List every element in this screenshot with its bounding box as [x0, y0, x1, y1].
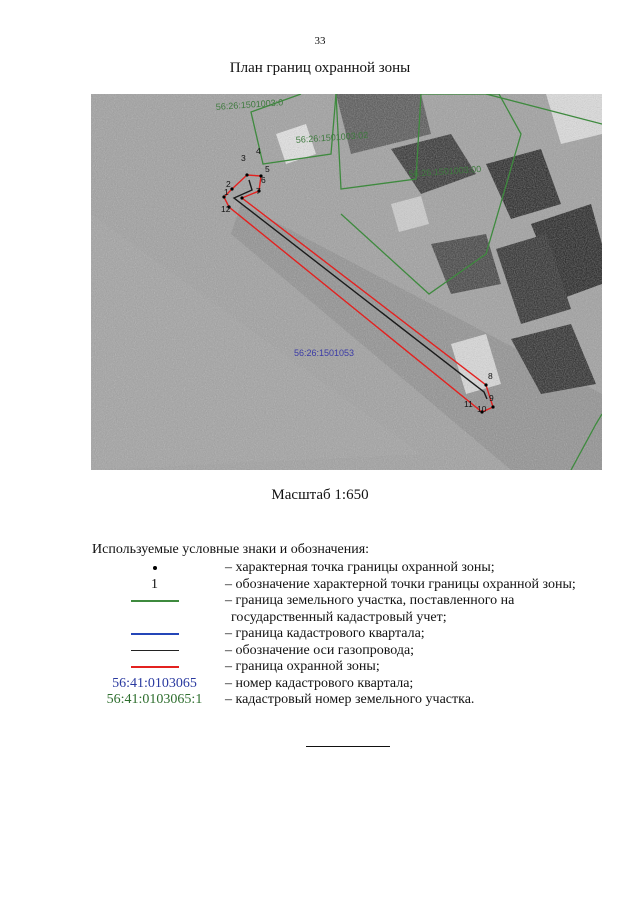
point-label: 1 [224, 187, 229, 197]
legend-row-parcel-number [92, 692, 622, 709]
legend-row-parcel-border-cont [92, 610, 622, 627]
legend-row-quarter-border [92, 626, 622, 643]
legend-text: – обозначение характерной точки границы охранной зоны; [225, 576, 576, 592]
page-number: 33 [314, 35, 326, 47]
point-number-sample: 1 [151, 576, 158, 592]
legend-text: – обозначение оси газопровода; [225, 642, 415, 658]
point-label: 2 [226, 179, 231, 189]
point-label: 7 [256, 186, 261, 196]
legend-text: – номер кадастрового квартала; [225, 675, 414, 691]
plan-title: План границ охранной зоны [229, 60, 411, 76]
legend-text: – граница кадастрового квартала; [225, 626, 425, 641]
legend-text: – характерная точка границы охранной зоны; [225, 560, 495, 575]
legend-text: – кадастровый номер земельного участка. [225, 692, 475, 707]
legend-row-gas-axis [92, 643, 622, 660]
point-label: 9 [489, 393, 494, 403]
parcel-number-sample: 56:41:0103065:1 [106, 692, 203, 707]
legend-row-protection-zone [92, 659, 622, 676]
blue-line-icon [131, 633, 179, 635]
point-label: 6 [261, 175, 266, 185]
point-dot-icon [153, 566, 157, 570]
legend-row-point [92, 560, 622, 577]
point-label: 10 [477, 404, 487, 414]
point-label: 8 [488, 371, 493, 381]
green-line-icon [131, 600, 179, 602]
point-label: 12 [221, 204, 231, 214]
map-scale: Масштаб 1:650 [271, 487, 369, 503]
end-divider [306, 746, 390, 747]
black-line-icon [131, 650, 179, 651]
legend-row-parcel-border [92, 593, 622, 610]
point-label: 5 [265, 164, 270, 174]
quarter-label: 56:26:1501053 [294, 348, 355, 358]
parcel-label: 56:26:1501003:0 [215, 97, 284, 112]
point-label: 3 [241, 153, 246, 163]
red-line-icon [131, 666, 179, 668]
parcel-label: 56:26:1501003:00 [408, 163, 482, 179]
legend-row-point-number [92, 577, 622, 594]
legend-heading: Используемые условные знаки и обозначения: [92, 542, 370, 557]
quarter-number-sample: 56:41:0103065 [112, 675, 197, 691]
parcel-label: 56:26:1501003:02 [295, 129, 369, 145]
legend-text: государственный кадастровый учет; [231, 609, 447, 625]
map-image [91, 94, 602, 470]
legend-text: – граница охранной зоны; [225, 659, 380, 674]
legend-row-quarter-number [92, 676, 622, 693]
legend-text: – граница земельного участка, поставленного на [225, 593, 515, 608]
legend [92, 560, 622, 709]
point-label: 11 [464, 399, 473, 409]
point-label: 4 [256, 146, 261, 156]
